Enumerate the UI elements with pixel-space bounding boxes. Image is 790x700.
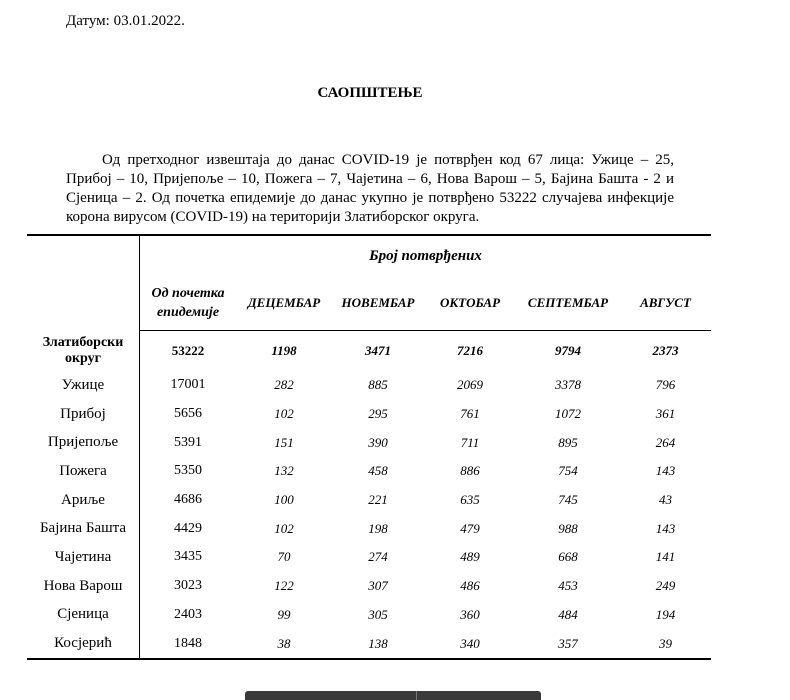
- region-name: Златиборски округ: [27, 331, 140, 372]
- cell-value: 486: [460, 578, 480, 594]
- cell-value: 5656: [174, 406, 202, 422]
- table-row: [27, 371, 711, 400]
- cell-value: 198: [368, 520, 388, 536]
- region-name: Сјеница: [27, 601, 140, 630]
- cell-value: 761: [460, 406, 480, 422]
- cell-value: 5350: [174, 463, 202, 479]
- cell-value: 102: [274, 520, 294, 536]
- cell-value: 143: [655, 463, 676, 479]
- table-row: [27, 428, 711, 457]
- document-title: САОПШТЕЊЕ: [317, 85, 423, 101]
- announcement-paragraph: Од претходног извештаја до данас COVID-19 је потврђен код 67 лица: Ужице – 25, Прибој – 10, Пријепоље – 10, Пожега – 7, Чајетина – 6, Нова Варош – 5, Бајина Башта - 2 и Сјеница – 2. Од почетка епидемије до данас укупно је потврђено 53222 случајева инфекције корона вирусом (COVID-19) на територији Златиборског округа.: [66, 152, 674, 225]
- cell-value: 282: [274, 377, 294, 393]
- cell-value: 1198: [271, 343, 297, 358]
- cases-table: [27, 234, 711, 660]
- cell-value: 796: [655, 377, 676, 393]
- cell-value: 479: [460, 520, 480, 536]
- cell-value: 4429: [174, 520, 202, 536]
- cell-value: 132: [274, 463, 294, 479]
- cell-value: 357: [516, 629, 620, 659]
- cell-value: 53222: [171, 343, 205, 358]
- cell-value: 39: [620, 629, 711, 659]
- region-name: Чајетина: [27, 543, 140, 572]
- cell-value: 489: [460, 549, 480, 565]
- column-header: СЕПТЕМБАР: [516, 276, 620, 331]
- cell-value: 895: [558, 434, 578, 450]
- cell-value: 668: [558, 549, 578, 565]
- cell-value: 7216: [457, 343, 483, 358]
- region-name: Бајина Башта: [27, 514, 140, 543]
- cell-value: 122: [274, 578, 294, 594]
- cell-value: 453: [558, 578, 578, 594]
- table-row: [27, 400, 711, 429]
- cell-value: 264: [655, 434, 676, 450]
- cell-value: 138: [332, 629, 424, 659]
- cell-value: 484: [558, 606, 578, 622]
- table-row-total: [27, 331, 711, 372]
- region-header-cell: [27, 235, 140, 331]
- cell-value: 3471: [365, 343, 391, 358]
- cell-value: 458: [368, 463, 388, 479]
- cell-value: 988: [558, 520, 578, 536]
- cell-value: 274: [368, 549, 388, 565]
- column-header: ДЕЦЕМБАР: [236, 276, 332, 331]
- toolbar-divider: [416, 691, 417, 700]
- table-row: [27, 601, 711, 630]
- cell-value: 2373: [652, 343, 679, 358]
- column-header: НОВЕМБАР: [332, 276, 424, 331]
- cell-value: 100: [274, 492, 294, 508]
- cell-value: 390: [368, 434, 388, 450]
- table-row: [27, 629, 711, 659]
- cell-value: 307: [368, 578, 388, 594]
- region-name: Пожега: [27, 457, 140, 486]
- column-header: ОКТОБАР: [424, 276, 516, 331]
- cell-value: 360: [460, 606, 480, 622]
- cell-value: 221: [368, 492, 388, 508]
- region-name: Ариље: [27, 486, 140, 515]
- cell-value: 194: [655, 606, 676, 622]
- cell-value: 143: [655, 520, 676, 536]
- viewer-toolbar[interactable]: [245, 691, 541, 700]
- region-name: Пријепоље: [27, 428, 140, 457]
- cell-value: 2403: [174, 606, 202, 622]
- cell-value: 99: [277, 606, 291, 622]
- cell-value: 361: [655, 406, 676, 422]
- cell-value: 17001: [170, 377, 206, 393]
- cell-value: 711: [460, 434, 480, 450]
- cell-value: 635: [460, 492, 480, 508]
- cell-value: 70: [277, 549, 291, 565]
- cell-value: 2069: [457, 377, 483, 393]
- table-row: [27, 572, 711, 601]
- cell-value: 340: [424, 629, 516, 659]
- table-row: [27, 514, 711, 543]
- cell-value: 754: [558, 463, 578, 479]
- cell-value: 295: [368, 406, 388, 422]
- cell-value: 886: [460, 463, 480, 479]
- table-row: [27, 543, 711, 572]
- cell-value: 249: [655, 578, 676, 594]
- cell-value: 3435: [174, 549, 202, 565]
- cell-value: 9794: [555, 343, 581, 358]
- cell-value: 3378: [555, 377, 581, 393]
- region-name: Прибој: [27, 400, 140, 429]
- cell-value: 38: [236, 629, 332, 659]
- cell-value: 305: [368, 606, 388, 622]
- table-row: [27, 457, 711, 486]
- cell-value: 151: [274, 434, 294, 450]
- document-date: Датум: 03.01.2022.: [66, 13, 185, 29]
- cell-value: 745: [558, 492, 578, 508]
- cell-value: 102: [274, 406, 294, 422]
- cell-value: 4686: [174, 492, 202, 508]
- group-header: Број потврђених: [140, 235, 712, 276]
- table-row: [27, 486, 711, 515]
- cell-value: 1072: [555, 406, 581, 422]
- cell-value: 885: [368, 377, 388, 393]
- column-header: АВГУСТ: [620, 276, 711, 331]
- region-name: Ужице: [27, 371, 140, 400]
- cell-value: 3023: [174, 578, 202, 594]
- cell-value: 141: [655, 549, 676, 565]
- cell-value: 5391: [174, 434, 202, 450]
- cell-value: 1848: [140, 629, 237, 659]
- column-header: Од почетка епидемије: [140, 276, 237, 331]
- region-name: Косјерић: [27, 629, 140, 659]
- cell-value: 43: [659, 492, 672, 508]
- region-name: Нова Варош: [27, 572, 140, 601]
